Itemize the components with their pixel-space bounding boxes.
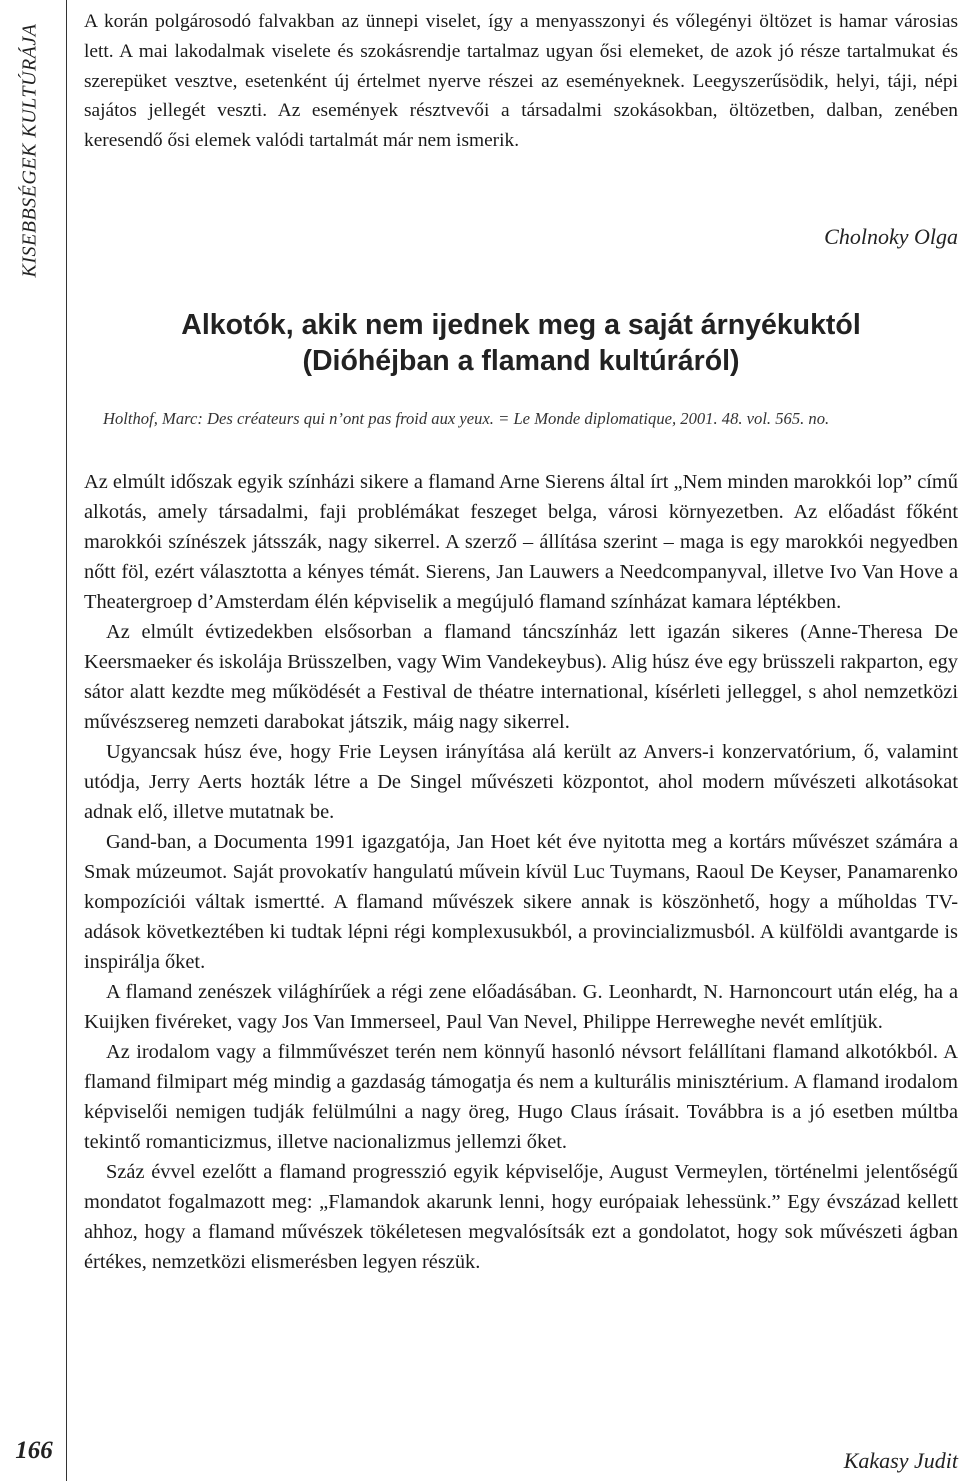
body-paragraph: Az elmúlt időszak egyik színházi sikere a flamand Arne Sierens által írt „Nem minden marokkói lop” című alkotás, amely társadalmi, faji problémákat feszeget belga, városi környezetben. Az előadást főként marokkói színészek játsszák, nagy sikerrel. A szerző – állítása szerint – maga is egy marokkói negyedben nőtt föl, ezért választotta a kényes témát. Sierens, Jan Lauwers a Needcompanyval, illetve Ivo Van Hove a Theatergroep d’Amsterdam élén képviselik a megújuló flamand színházat kamara léptékben. [84, 471, 958, 613]
source-citation: Holthof, Marc: Des créateurs qui n’ont pas froid aux yeux. = Le Monde diplomatique, 2001. 48. vol. 565. no. [103, 409, 830, 428]
article-title-line-1: Alkotók, akik nem ijednek meg a saját árnyékuktól [181, 309, 861, 341]
article-title [84, 307, 958, 379]
running-header-vertical [7, 0, 53, 300]
previous-article-paragraph: A korán polgárosodó falvakban az ünnepi viselet, így a menyasszonyi és vőlegényi öltözet is hamar városias lett. A mai lakodalmak viselete és szokásrendje tartalmaz ugyan ősi elemeket, de azok jó része tartalmukat és szerepüket vesztve, esetenként új értelmet nyerve részei az eseményeknek. Leegyszerűsödik, helyi, táji, népi sajátos jellegét veszti. Az események résztvevői a társadalmi szokásokban, öltözetben, dalban, zenében keresendő ősi elemek valódi tartalmát már nem ismerik. [84, 11, 958, 152]
body-paragraph: Ugyancsak húsz éve, hogy Frie Leysen irányítása alá került az Anvers-i konzervatórium, ő, valamint utódja, Jerry Aerts hozták létre a De Singel művészeti központot, ahol modern művészeti alkotásokat adnak elő, illetve mutatnak be. [84, 741, 958, 823]
margin-rule [66, 0, 67, 1481]
section-label: KISEBBSÉGEK KULTÚRÁJA [18, 23, 41, 277]
body-paragraph: A flamand zenészek világhírűek a régi zene előadásában. G. Leonhardt, N. Harnoncourt után elég, ha a Kuijken fivéreket, vagy Jos Van Immerseel, Paul Van Nevel, Philippe Herreweghe nevét említjük. [84, 981, 958, 1033]
body-paragraph: Az irodalom vagy a filmművészet terén nem könnyű hasonló névsort felállítani flamand alkotókból. A flamand filmipart még mindig a gazdaság támogatja és nem a kulturális minisztérium. A flamand irodalom képviselői nemigen tudják felülmúlni a nagy öreg, Hugo Claus írásait. Továbbra is a jó esetben múltba tekintő romanticizmus, illetve nacionalizmus jellemzi őket. [84, 1041, 958, 1153]
body-paragraph: Gand-ban, a Documenta 1991 igazgatója, Jan Hoet két éve nyitotta meg a kortárs művészet számára a Smak múzeumot. Saját provokatív hangulatú művein kívül Luc Tuymans, Raoul De Keyser, Panamarenko kompozíciói váltak ismertté. A flamand művészek sikere annak is köszönhető, hogy a műholdas TV-adások következtében ki tudtak lépni régi komplexusukból, a provincializmusból. A külföldi avantgarde is inspirálja őket. [84, 831, 958, 973]
body-paragraph: Száz évvel ezelőtt a flamand progresszió egyik képviselője, August Vermeylen, történelmi jelentőségű mondatot fogalmazott meg: „Flamandok akarunk lenni, hogy európaiak lehessünk.” Egy évszázad kellett ahhoz, hogy a flamand művészek tökéletesen megvalósítsák ezt a gondolatot, hogy sok művészeti ágban értékes, nemzetközi elismerésben legyen részük. [84, 1161, 958, 1273]
article-body [84, 467, 958, 1277]
article-author: Kakasy Judit [843, 1448, 958, 1473]
article-title-line-2: (Dióhéjban a flamand kultúráról) [302, 345, 740, 377]
previous-article-ending [84, 7, 958, 156]
page-number: 166 [15, 1437, 53, 1464]
body-paragraph: Az elmúlt évtizedekben elsősorban a flamand táncszínház lett igazán sikeres (Anne-Theresa De Keersmaeker és iskolája Brüsszelben, vagy Wim Vandekeybus). Alig húsz éve egy brüsszeli rakparton, egy sátor alatt kezdte meg működését a Festival de théatre international, kísérleti jelleggel, s ahol nemzetközi művészsereg nemzeti darabokat játszik, máig nagy sikerrel. [84, 621, 958, 733]
previous-article-author: Cholnoky Olga [824, 224, 958, 249]
